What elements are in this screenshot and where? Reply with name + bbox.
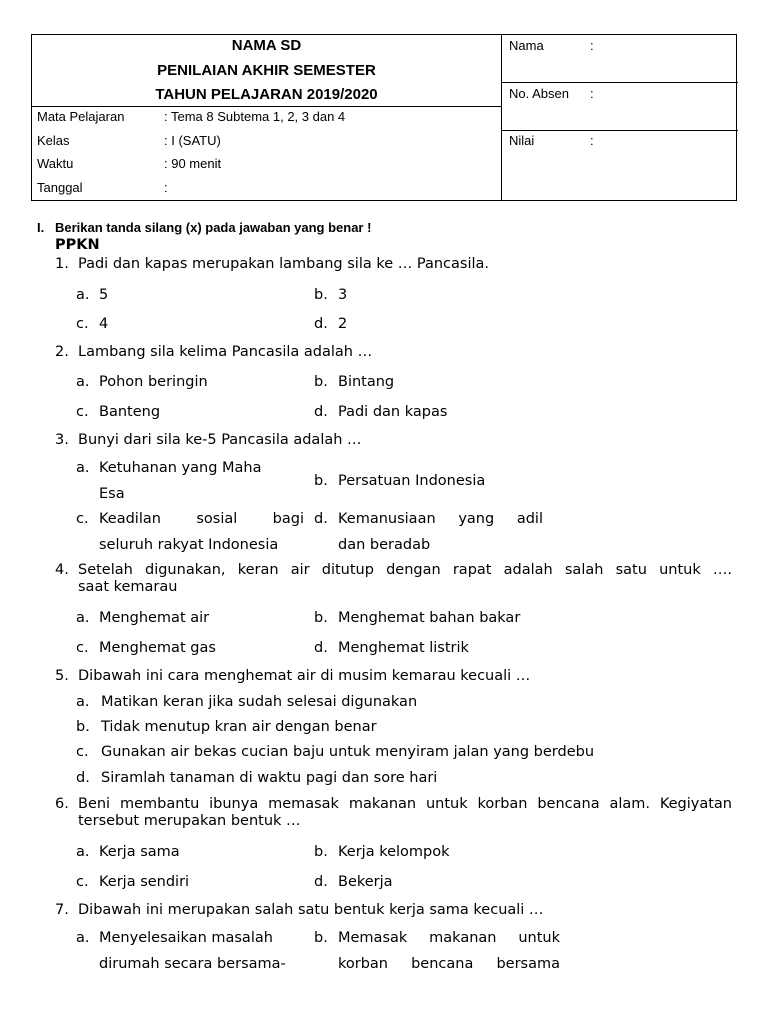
option-letter: c.	[76, 511, 89, 527]
option-text: Menghemat listrik	[338, 640, 469, 656]
subject-value: : Tema 8 Subtema 1, 2, 3 dan 4	[164, 109, 346, 124]
question-number: 2.	[55, 344, 69, 360]
option-text: 2	[338, 316, 348, 332]
subject-label: Mata Pelajaran	[37, 109, 125, 124]
header-divider	[501, 35, 502, 200]
option-letter: d.	[314, 511, 328, 527]
option-text-line1: Kemanusiaan yang adil	[338, 511, 543, 527]
option-text-line2: dan beradab	[338, 537, 431, 553]
subject-heading: PPKN	[55, 237, 100, 253]
exam-title: PENILAIAN AKHIR SEMESTER	[157, 62, 376, 79]
option-text: Banteng	[99, 404, 161, 420]
option-text: Bekerja	[338, 874, 393, 890]
option-letter: c.	[76, 404, 89, 420]
option-letter: b.	[76, 719, 90, 735]
option-text-line2: dirumah secara bersama-	[99, 956, 286, 972]
date-label: Tanggal	[37, 180, 83, 195]
option-text-line2: Esa	[99, 486, 125, 502]
header-table	[31, 34, 737, 201]
time-label: Waktu	[37, 156, 74, 171]
option-text: 5	[99, 287, 109, 303]
option-letter: b.	[314, 610, 328, 626]
option-letter: b.	[314, 473, 328, 489]
option-letter: c.	[76, 316, 89, 332]
option-letter: a.	[76, 844, 90, 860]
option-letter: d.	[314, 316, 328, 332]
question-number: 4.	[55, 562, 69, 578]
academic-year: TAHUN PELAJARAN 2019/2020	[155, 86, 378, 103]
option-text-line2: seluruh rakyat Indonesia	[99, 537, 279, 553]
question-text: Lambang sila kelima Pancasila adalah …	[78, 344, 373, 360]
option-text: 4	[99, 316, 109, 332]
school-name: NAMA SD	[231, 37, 302, 54]
absen-label: No. Absen	[509, 86, 569, 101]
option-text: Tidak menutup kran air dengan benar	[101, 719, 377, 735]
score-colon: :	[590, 133, 594, 148]
option-letter: b.	[314, 930, 328, 946]
option-text: Gunakan air bekas cucian baju untuk menyiram jalan yang berdebu	[101, 744, 595, 760]
option-letter: c.	[76, 744, 89, 760]
option-text: Menghemat bahan bakar	[338, 610, 521, 626]
date-value: :	[164, 180, 168, 195]
time-value: : 90 menit	[164, 156, 222, 171]
class-label: Kelas	[37, 133, 70, 148]
score-label: Nilai	[509, 133, 535, 148]
question-text-line1: Setelah digunakan, keran air ditutup dengan rapat adalah salah satu untuk ….	[78, 562, 732, 578]
question-text: Dibawah ini cara menghemat air di musim kemarau kecuali …	[78, 668, 531, 684]
option-letter: b.	[314, 844, 328, 860]
question-text-line2: tersebut merupakan bentuk …	[78, 813, 301, 829]
name-colon: :	[590, 38, 594, 53]
question-text: Bunyi dari sila ke-5 Pancasila adalah …	[78, 432, 362, 448]
option-text: Siramlah tanaman di waktu pagi dan sore hari	[101, 770, 438, 786]
option-text: Matikan keran jika sudah selesai digunakan	[101, 694, 418, 710]
option-letter: b.	[314, 287, 328, 303]
absen-colon: :	[590, 86, 594, 101]
option-letter: a.	[76, 460, 90, 476]
option-text: Kerja sama	[99, 844, 180, 860]
option-text-line1: Ketuhanan yang Maha	[99, 460, 262, 476]
section-number: I.	[37, 220, 45, 235]
question-number: 1.	[55, 256, 69, 272]
question-text-line1: Beni membantu ibunya memasak makanan untuk korban bencana alam. Kegiyatan	[78, 796, 732, 812]
option-letter: b.	[314, 374, 328, 390]
option-text: Kerja sendiri	[99, 874, 190, 890]
question-number: 7.	[55, 902, 69, 918]
option-text: Pohon beringin	[99, 374, 208, 390]
option-text: Menghemat air	[99, 610, 210, 626]
class-value: : I (SATU)	[164, 133, 221, 148]
option-letter: a.	[76, 610, 90, 626]
option-letter: a.	[76, 930, 90, 946]
header-right-divider-2	[501, 130, 738, 131]
question-number: 6.	[55, 796, 69, 812]
section-instruction: Berikan tanda silang (x) pada jawaban yang benar !	[55, 220, 372, 235]
option-letter: c.	[76, 874, 89, 890]
option-letter: d.	[314, 874, 328, 890]
option-text: Menghemat gas	[99, 640, 216, 656]
option-text: Kerja kelompok	[338, 844, 450, 860]
name-label: Nama	[509, 38, 544, 53]
question-text: Dibawah ini merupakan salah satu bentuk kerja sama kecuali …	[78, 902, 544, 918]
option-text: Persatuan Indonesia	[338, 473, 486, 489]
option-text: Padi dan kapas	[338, 404, 448, 420]
header-right-divider-1	[501, 82, 738, 83]
header-title-divider	[32, 106, 501, 107]
option-text: Bintang	[338, 374, 395, 390]
option-letter: a.	[76, 287, 90, 303]
option-text: 3	[338, 287, 348, 303]
option-letter: c.	[76, 640, 89, 656]
option-letter: a.	[76, 374, 90, 390]
question-text: Padi dan kapas merupakan lambang sila ke … Pancasila.	[78, 256, 489, 272]
option-letter: a.	[76, 694, 90, 710]
option-text-line2: korban bencana bersama	[338, 956, 560, 972]
question-number: 5.	[55, 668, 69, 684]
option-text-line1: Memasak makanan untuk	[338, 930, 560, 946]
question-text-line2: saat kemarau	[78, 579, 178, 595]
option-text-line1: Menyelesaikan masalah	[99, 930, 273, 946]
option-text-line1: Keadilan sosial bagi	[99, 511, 304, 527]
question-number: 3.	[55, 432, 69, 448]
option-letter: d.	[76, 770, 90, 786]
option-letter: d.	[314, 404, 328, 420]
option-letter: d.	[314, 640, 328, 656]
